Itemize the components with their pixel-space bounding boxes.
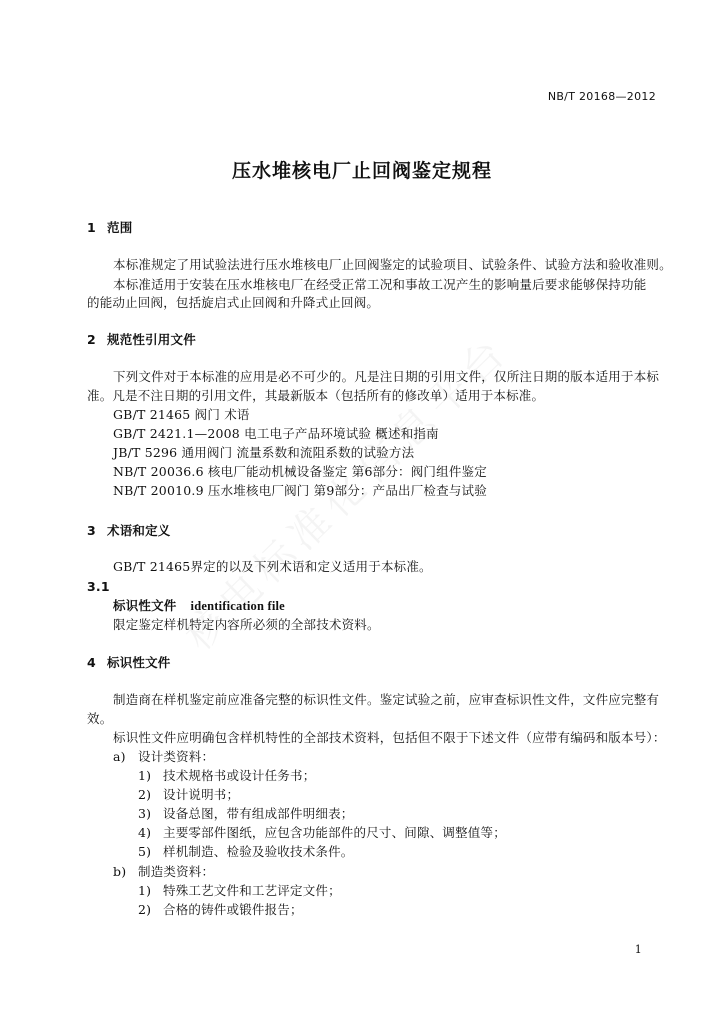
sub-list-item: [138, 789, 239, 802]
sub-list-item: [138, 827, 506, 840]
reference-item: JB/T 5296 通用阀门 流量系数和流阻系数的试验方法: [113, 445, 415, 460]
paragraph: 本标准规定了用试验法进行压水堆核电厂止回阀鉴定的试验项目、试验条件、试验方法和验收准则。: [113, 257, 672, 272]
reference-item: NB/T 20036.6 核电厂能动机械设备鉴定 第6部分：阀门组件鉴定: [113, 464, 487, 479]
sub-list-text: 特殊工艺文件和工艺评定文件；: [163, 883, 341, 898]
sub-list-item: [138, 808, 354, 821]
section-title: 范围: [107, 220, 133, 235]
term-english: identification file: [190, 599, 285, 613]
sub-list-text: 合格的铸件或锻件报告；: [163, 902, 303, 917]
document-title: 压水堆核电厂止回阀鉴定规程: [231, 160, 492, 182]
sub-list-item: [138, 846, 354, 859]
sub-list-item: [138, 770, 315, 783]
term-definition: 限定鉴定样机特定内容所必须的全部技术资料。: [113, 617, 380, 632]
paragraph: 本标准适用于安装在压水堆核电厂在经受正常工况和事故工况产生的影响量后要求能够保持功能: [113, 277, 647, 292]
list-item-b: [113, 866, 214, 879]
sub-list-label: 4): [138, 825, 152, 840]
paragraph-continuation: 的能动止回阀，包括旋启式止回阀和升降式止回阀。: [87, 295, 380, 310]
section-3-heading: [87, 525, 171, 538]
list-label: a): [113, 749, 126, 764]
paragraph: 标识性文件应明确包含样机特性的全部技术资料，包括但不限于下述文件（应带有编码和版本号）：: [113, 730, 666, 745]
paragraph-continuation: 效。: [87, 711, 113, 726]
page-number: 1: [634, 943, 642, 956]
sub-list-item: [138, 885, 341, 898]
section-number: 4: [87, 655, 96, 670]
paragraph: 下列文件对于本标准的应用是必不可少的。凡是注日期的引用文件，仅所注日期的版本适用于本标: [113, 369, 660, 384]
sub-list-label: 1): [138, 883, 152, 898]
sub-list-text: 设计说明书；: [163, 787, 240, 802]
reference-item: GB/T 21465 阀门 术语: [113, 407, 250, 422]
section-2-heading: [87, 334, 196, 347]
list-text: 制造类资料：: [138, 864, 215, 879]
section-number: 2: [87, 332, 96, 347]
sub-list-label: 3): [138, 806, 152, 821]
section-number: 1: [87, 220, 96, 235]
sub-list-label: 1): [138, 768, 152, 783]
section-number: 3: [87, 523, 96, 538]
subsection-number: 3.1: [87, 579, 110, 594]
term-entry: [113, 600, 285, 613]
reference-item: GB/T 2421.1—2008 电工电子产品环境试验 概述和指南: [113, 426, 439, 441]
paragraph: 制造商在样机鉴定前应准备完整的标识性文件。鉴定试验之前，应审查标识性文件，文件应完整有: [113, 692, 660, 707]
section-title: 术语和定义: [107, 523, 171, 538]
section-4-heading: [87, 657, 171, 670]
sub-list-text: 样机制造、检验及验收技术条件。: [163, 844, 354, 859]
paragraph: GB/T 21465界定的以及下列术语和定义适用于本标准。: [113, 559, 432, 574]
section-title: 规范性引用文件: [107, 332, 196, 347]
standard-code: NB/T 20168—2012: [547, 90, 656, 103]
list-item-a: [113, 751, 214, 764]
sub-list-text: 技术规格书或设计任务书；: [163, 768, 316, 783]
paragraph-continuation: 准。凡是不注日期的引用文件，其最新版本（包括所有的修改单）适用于本标准。: [87, 388, 545, 403]
sub-list-label: 2): [138, 787, 152, 802]
sub-list-item: [138, 904, 303, 917]
sub-list-label: 2): [138, 902, 152, 917]
term-chinese: 标识性文件: [113, 598, 177, 613]
list-label: b): [113, 864, 127, 879]
section-title: 标识性文件: [107, 655, 171, 670]
list-text: 设计类资料：: [138, 749, 215, 764]
reference-item: NB/T 20010.9 压水堆核电厂阀门 第9部分：产品出厂检查与试验: [113, 483, 487, 498]
sub-list-text: 设备总图，带有组成部件明细表；: [163, 806, 354, 821]
sub-list-text: 主要零部件图纸，应包含功能部件的尺寸、间隙、调整值等；: [163, 825, 506, 840]
sub-list-label: 5): [138, 844, 152, 859]
section-1-heading: [87, 222, 132, 235]
